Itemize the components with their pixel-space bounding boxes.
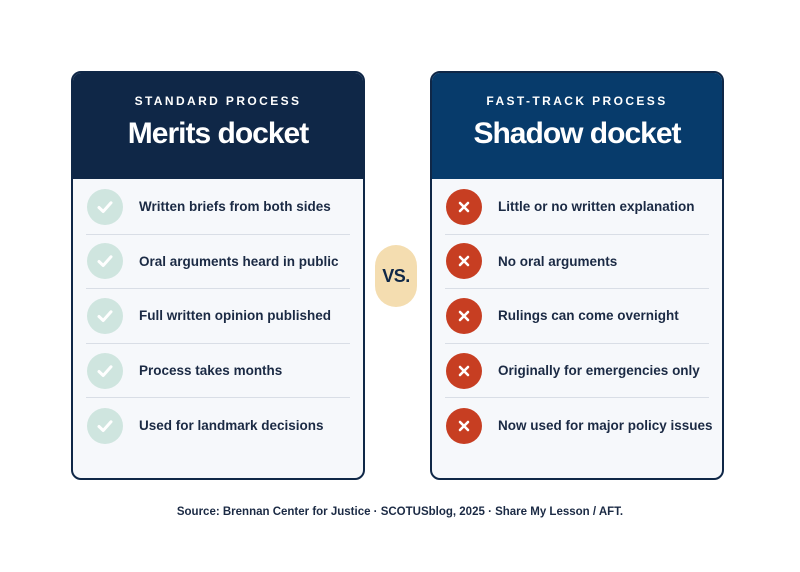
vs-badge [375, 245, 417, 307]
list-item [86, 235, 350, 290]
list-item-text: Oral arguments heard in public [139, 253, 339, 269]
merits-title: Merits docket [127, 117, 309, 150]
list-item [86, 289, 350, 344]
check-icon [87, 298, 123, 334]
list-item-text: Little or no written explanation [498, 199, 695, 215]
cross-icon [446, 353, 482, 389]
shadow-docket-header [432, 73, 722, 179]
cross-icon [446, 243, 482, 279]
list-item [445, 344, 709, 399]
list-item-text: Rulings can come overnight [498, 308, 679, 324]
list-item-text: Used for landmark decisions [139, 418, 324, 434]
source-caption: Source: Brennan Center for Justice · SCOTUSblog, 2025 · Share My Lesson / AFT. [176, 506, 624, 518]
list-item [86, 398, 350, 453]
cross-icon [446, 189, 482, 225]
list-item [445, 398, 713, 453]
merits-docket-header [73, 73, 363, 179]
check-icon [87, 353, 123, 389]
shadow-docket-card [430, 71, 724, 480]
check-icon [87, 408, 123, 444]
list-item-text: Written briefs from both sides [139, 199, 331, 215]
vs-label: VS. [382, 265, 410, 286]
list-item [445, 235, 709, 290]
shadow-title: Shadow docket [473, 117, 681, 150]
list-item-text: Now used for major policy issues [498, 418, 713, 434]
list-item-text: No oral arguments [498, 253, 618, 269]
cross-icon [446, 298, 482, 334]
merits-docket-card [71, 71, 365, 480]
shadow-item-list [432, 179, 722, 453]
list-item-text: Originally for emergencies only [498, 363, 700, 379]
list-item [445, 289, 709, 344]
list-item [445, 180, 709, 235]
list-item-text: Full written opinion published [139, 308, 331, 324]
check-icon [87, 189, 123, 225]
list-item [86, 344, 350, 399]
cross-icon [446, 408, 482, 444]
merits-item-list [73, 179, 363, 453]
check-icon [87, 243, 123, 279]
merits-eyebrow: STANDARD PROCESS [134, 94, 302, 108]
shadow-eyebrow: FAST-TRACK PROCESS [486, 94, 668, 108]
list-item [86, 180, 350, 235]
list-item-text: Process takes months [139, 363, 283, 379]
